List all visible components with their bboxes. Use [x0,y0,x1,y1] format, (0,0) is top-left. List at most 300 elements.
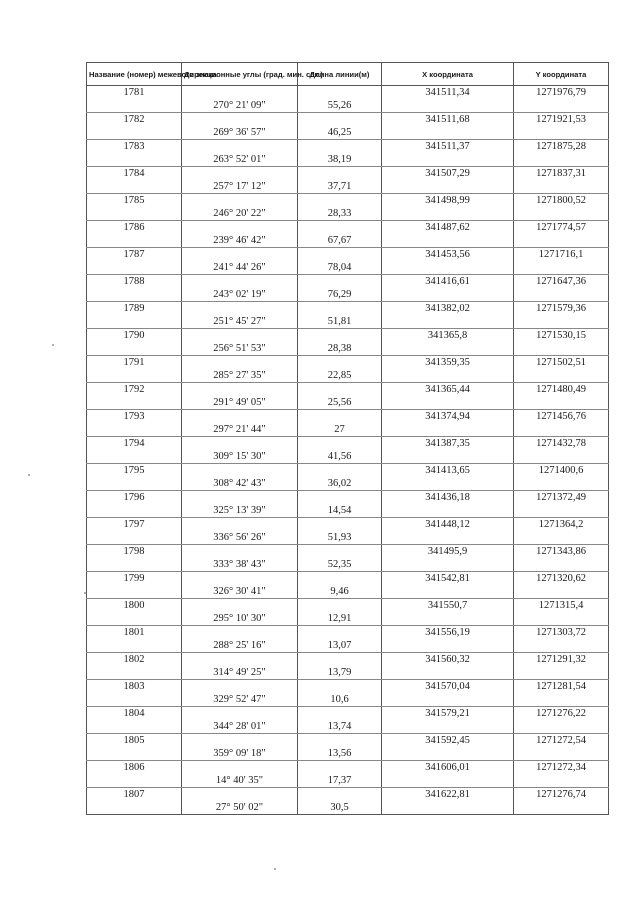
empty-cell [87,531,182,545]
empty-cell [87,315,182,329]
line-length: 12,91 [298,612,382,626]
segment-row [87,288,609,302]
scan-speck [274,868,276,870]
empty-cell [514,774,609,788]
empty-cell [514,693,609,707]
segment-row [87,612,609,626]
empty-cell [514,396,609,410]
point-name: 1800 [87,599,182,613]
empty-cell [298,707,382,721]
point-x-coordinate: 341498,99 [382,194,514,208]
point-row [87,329,609,343]
segment-row [87,99,609,113]
empty-cell [514,369,609,383]
empty-cell [382,666,514,680]
point-x-coordinate: 341511,37 [382,140,514,154]
empty-cell [382,801,514,815]
segment-row [87,504,609,518]
point-x-coordinate: 341495,9 [382,545,514,559]
empty-cell [87,558,182,572]
empty-cell [382,558,514,572]
point-y-coordinate: 1271315,4 [514,599,609,613]
point-x-coordinate: 341511,34 [382,86,514,100]
empty-cell [514,504,609,518]
segment-row [87,558,609,572]
empty-cell [382,531,514,545]
point-y-coordinate: 1271530,15 [514,329,609,343]
point-name: 1782 [87,113,182,127]
line-length: 9,46 [298,585,382,599]
point-y-coordinate: 1271480,49 [514,383,609,397]
point-row [87,653,609,667]
empty-cell [382,720,514,734]
point-row [87,383,609,397]
empty-cell [298,329,382,343]
empty-cell [514,234,609,248]
scan-speck [28,474,30,476]
segment-row [87,801,609,815]
segment-row [87,531,609,545]
line-length: 52,35 [298,558,382,572]
empty-cell [182,626,298,640]
empty-cell [182,788,298,802]
header-name: Название (номер) межевого знака [87,63,182,86]
empty-cell [87,126,182,140]
segment-row [87,639,609,653]
empty-cell [382,585,514,599]
line-length: 28,33 [298,207,382,221]
point-name: 1789 [87,302,182,316]
point-name: 1794 [87,437,182,451]
line-length: 30,5 [298,801,382,815]
empty-cell [87,261,182,275]
line-length: 13,79 [298,666,382,680]
point-name: 1785 [87,194,182,208]
empty-cell [182,221,298,235]
direction-angle: 325° 13' 39" [182,504,298,518]
empty-cell [87,207,182,221]
empty-cell [382,504,514,518]
empty-cell [298,113,382,127]
line-length: 37,71 [298,180,382,194]
point-name: 1791 [87,356,182,370]
point-x-coordinate: 341550,7 [382,599,514,613]
point-row [87,572,609,586]
point-y-coordinate: 1271716,1 [514,248,609,262]
empty-cell [182,410,298,424]
empty-cell [514,261,609,275]
direction-angle: 359° 09' 18" [182,747,298,761]
point-x-coordinate: 341560,32 [382,653,514,667]
point-x-coordinate: 341606,01 [382,761,514,775]
point-y-coordinate: 1271343,86 [514,545,609,559]
point-row [87,167,609,181]
segment-row [87,585,609,599]
empty-cell [298,275,382,289]
line-length: 25,56 [298,396,382,410]
direction-angle: 344° 28' 01" [182,720,298,734]
point-y-coordinate: 1271502,51 [514,356,609,370]
empty-cell [87,288,182,302]
point-x-coordinate: 341487,62 [382,221,514,235]
line-length: 17,37 [298,774,382,788]
point-y-coordinate: 1271875,28 [514,140,609,154]
empty-cell [382,396,514,410]
point-name: 1798 [87,545,182,559]
empty-cell [382,369,514,383]
point-x-coordinate: 341359,35 [382,356,514,370]
point-x-coordinate: 341413,65 [382,464,514,478]
direction-angle: 309° 15' 30" [182,450,298,464]
direction-angle: 326° 30' 41" [182,585,298,599]
point-row [87,599,609,613]
empty-cell [87,801,182,815]
empty-cell [182,275,298,289]
direction-angle: 243° 02' 19" [182,288,298,302]
point-x-coordinate: 341622,81 [382,788,514,802]
boundary-coordinates-table [86,62,609,815]
direction-angle: 269° 36' 57" [182,126,298,140]
line-length: 46,25 [298,126,382,140]
empty-cell [382,126,514,140]
line-length: 76,29 [298,288,382,302]
direction-angle: 257° 17' 12" [182,180,298,194]
empty-cell [182,113,298,127]
empty-cell [514,666,609,680]
empty-cell [298,734,382,748]
point-name: 1797 [87,518,182,532]
line-length: 36,02 [298,477,382,491]
empty-cell [514,288,609,302]
empty-cell [298,491,382,505]
direction-angle: 329° 52' 47" [182,693,298,707]
direction-angle: 308° 42' 43" [182,477,298,491]
empty-cell [87,99,182,113]
point-name: 1799 [87,572,182,586]
point-row [87,680,609,694]
empty-cell [514,585,609,599]
empty-cell [514,423,609,437]
scan-speck [84,592,86,594]
point-row [87,302,609,316]
line-length: 27 [298,423,382,437]
point-row [87,788,609,802]
header-angle: Дирекционные углы (град. мин. сек.) [182,63,298,86]
empty-cell [382,99,514,113]
empty-cell [298,653,382,667]
empty-cell [87,396,182,410]
direction-angle: 14° 40' 35" [182,774,298,788]
segment-row [87,207,609,221]
empty-cell [514,180,609,194]
point-name: 1804 [87,707,182,721]
point-name: 1781 [87,86,182,100]
empty-cell [298,437,382,451]
empty-cell [182,491,298,505]
point-y-coordinate: 1271837,31 [514,167,609,181]
point-row [87,545,609,559]
point-row [87,86,609,100]
empty-cell [298,680,382,694]
empty-cell [298,572,382,586]
empty-cell [182,464,298,478]
empty-cell [514,207,609,221]
empty-cell [382,477,514,491]
point-x-coordinate: 341556,19 [382,626,514,640]
point-x-coordinate: 341453,56 [382,248,514,262]
empty-cell [87,342,182,356]
empty-cell [182,194,298,208]
empty-cell [298,788,382,802]
point-y-coordinate: 1271320,62 [514,572,609,586]
empty-cell [87,720,182,734]
line-length: 67,67 [298,234,382,248]
segment-row [87,342,609,356]
empty-cell [298,302,382,316]
point-y-coordinate: 1271276,22 [514,707,609,721]
point-x-coordinate: 341416,61 [382,275,514,289]
point-row [87,248,609,262]
point-x-coordinate: 341374,94 [382,410,514,424]
header-length: Длина линии(м) [298,63,382,86]
point-name: 1795 [87,464,182,478]
direction-angle: 251° 45' 27" [182,315,298,329]
empty-cell [514,315,609,329]
segment-row [87,720,609,734]
empty-cell [382,342,514,356]
empty-cell [382,450,514,464]
empty-cell [514,450,609,464]
empty-cell [514,612,609,626]
empty-cell [87,477,182,491]
empty-cell [87,180,182,194]
header-y: Y координата [514,63,609,86]
empty-cell [182,167,298,181]
empty-cell [182,518,298,532]
empty-cell [182,329,298,343]
point-y-coordinate: 1271774,57 [514,221,609,235]
point-row [87,518,609,532]
empty-cell [87,234,182,248]
empty-cell [182,356,298,370]
point-y-coordinate: 1271800,52 [514,194,609,208]
empty-cell [298,518,382,532]
scan-speck [52,344,54,346]
empty-cell [298,545,382,559]
segment-row [87,261,609,275]
point-x-coordinate: 341436,18 [382,491,514,505]
point-y-coordinate: 1271400,6 [514,464,609,478]
empty-cell [382,261,514,275]
segment-row [87,666,609,680]
point-row [87,464,609,478]
empty-cell [298,599,382,613]
empty-cell [182,707,298,721]
segment-row [87,774,609,788]
segment-row [87,369,609,383]
point-name: 1802 [87,653,182,667]
segment-row [87,396,609,410]
point-y-coordinate: 1271432,78 [514,437,609,451]
point-row [87,761,609,775]
segment-row [87,315,609,329]
point-row [87,734,609,748]
empty-cell [87,639,182,653]
direction-angle: 241° 44' 26" [182,261,298,275]
point-y-coordinate: 1271281,54 [514,680,609,694]
line-length: 55,26 [298,99,382,113]
empty-cell [382,153,514,167]
line-length: 28,38 [298,342,382,356]
empty-cell [514,126,609,140]
point-name: 1805 [87,734,182,748]
empty-cell [514,153,609,167]
empty-cell [87,774,182,788]
point-y-coordinate: 1271976,79 [514,86,609,100]
point-y-coordinate: 1271272,54 [514,734,609,748]
line-length: 13,74 [298,720,382,734]
point-y-coordinate: 1271372,49 [514,491,609,505]
direction-angle: 288° 25' 16" [182,639,298,653]
point-name: 1792 [87,383,182,397]
point-name: 1793 [87,410,182,424]
point-x-coordinate: 341365,44 [382,383,514,397]
empty-cell [182,572,298,586]
empty-cell [87,450,182,464]
empty-cell [298,356,382,370]
point-y-coordinate: 1271921,53 [514,113,609,127]
empty-cell [514,720,609,734]
empty-cell [382,747,514,761]
point-name: 1783 [87,140,182,154]
point-x-coordinate: 341511,68 [382,113,514,127]
empty-cell [514,558,609,572]
direction-angle: 285° 27' 35" [182,369,298,383]
point-y-coordinate: 1271364,2 [514,518,609,532]
direction-angle: 336° 56' 26" [182,531,298,545]
empty-cell [298,761,382,775]
empty-cell [382,693,514,707]
point-name: 1801 [87,626,182,640]
empty-cell [182,734,298,748]
segment-row [87,477,609,491]
segment-row [87,450,609,464]
point-name: 1788 [87,275,182,289]
point-y-coordinate: 1271303,72 [514,626,609,640]
direction-angle: 333° 38' 43" [182,558,298,572]
empty-cell [382,234,514,248]
empty-cell [382,207,514,221]
empty-cell [182,140,298,154]
point-y-coordinate: 1271647,36 [514,275,609,289]
empty-cell [182,437,298,451]
point-x-coordinate: 341570,04 [382,680,514,694]
line-length: 41,56 [298,450,382,464]
empty-cell [87,747,182,761]
point-row [87,194,609,208]
point-name: 1790 [87,329,182,343]
line-length: 13,56 [298,747,382,761]
empty-cell [514,801,609,815]
empty-cell [182,680,298,694]
empty-cell [182,248,298,262]
point-row [87,491,609,505]
empty-cell [382,180,514,194]
point-x-coordinate: 341579,21 [382,707,514,721]
line-length: 10,6 [298,693,382,707]
point-name: 1784 [87,167,182,181]
segment-row [87,423,609,437]
point-y-coordinate: 1271291,32 [514,653,609,667]
empty-cell [87,585,182,599]
point-y-coordinate: 1271272,34 [514,761,609,775]
empty-cell [87,369,182,383]
segment-row [87,153,609,167]
point-x-coordinate: 341448,12 [382,518,514,532]
segment-row [87,234,609,248]
point-row [87,113,609,127]
empty-cell [514,531,609,545]
direction-angle: 256° 51' 53" [182,342,298,356]
direction-angle: 27° 50' 02" [182,801,298,815]
empty-cell [514,747,609,761]
empty-cell [182,653,298,667]
empty-cell [382,315,514,329]
point-x-coordinate: 341542,81 [382,572,514,586]
point-row [87,707,609,721]
empty-cell [182,383,298,397]
empty-cell [182,599,298,613]
point-x-coordinate: 341507,29 [382,167,514,181]
empty-cell [382,288,514,302]
empty-cell [382,774,514,788]
point-name: 1787 [87,248,182,262]
empty-cell [298,626,382,640]
empty-cell [298,221,382,235]
empty-cell [514,342,609,356]
line-length: 13,07 [298,639,382,653]
segment-row [87,180,609,194]
point-row [87,356,609,370]
point-row [87,437,609,451]
empty-cell [87,666,182,680]
segment-row [87,126,609,140]
point-row [87,410,609,424]
empty-cell [298,140,382,154]
empty-cell [514,477,609,491]
segment-row [87,747,609,761]
point-x-coordinate: 341382,02 [382,302,514,316]
direction-angle: 291° 49' 05" [182,396,298,410]
empty-cell [382,639,514,653]
point-y-coordinate: 1271579,36 [514,302,609,316]
direction-angle: 239° 46' 42" [182,234,298,248]
empty-cell [87,612,182,626]
point-name: 1796 [87,491,182,505]
direction-angle: 270° 21' 09" [182,99,298,113]
point-name: 1786 [87,221,182,235]
direction-angle: 263° 52' 01" [182,153,298,167]
direction-angle: 295° 10' 30" [182,612,298,626]
empty-cell [298,167,382,181]
point-x-coordinate: 341592,45 [382,734,514,748]
point-x-coordinate: 341365,8 [382,329,514,343]
empty-cell [87,153,182,167]
point-y-coordinate: 1271276,74 [514,788,609,802]
empty-cell [298,86,382,100]
direction-angle: 246° 20' 22" [182,207,298,221]
direction-angle: 297° 21' 44" [182,423,298,437]
